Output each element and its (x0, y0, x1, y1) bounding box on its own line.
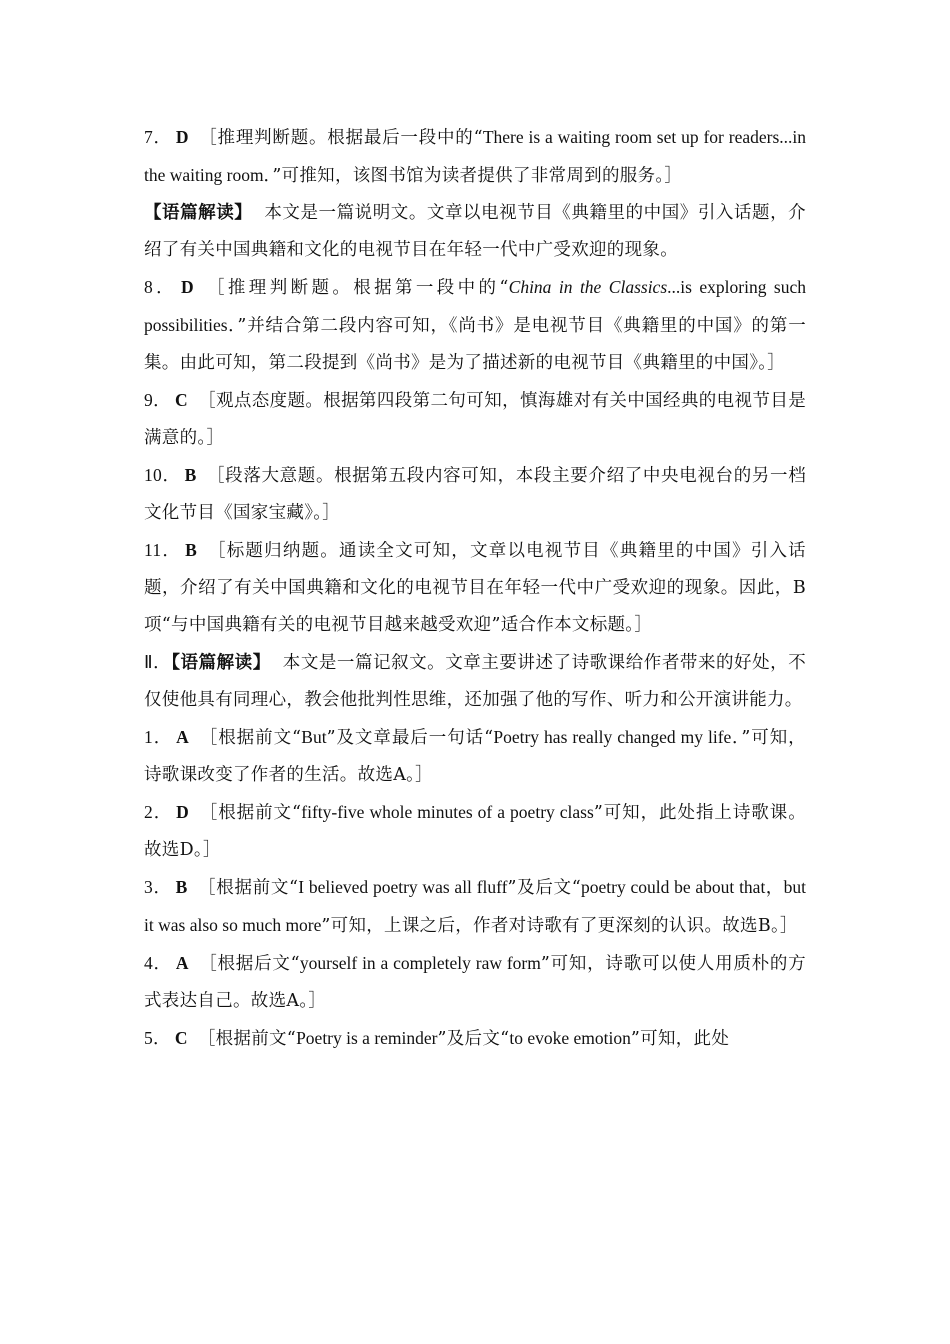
interpretation-text: 本文是一篇说明文。文章以电视节目《典籍里的中国》引入话题，介绍了有关中国典籍和文化的电视节目在年轻一代中广受欢迎的现象。 (144, 203, 806, 260)
answer-letter: C (174, 1028, 188, 1048)
item-number: 10． (144, 465, 181, 485)
answer-item-11 (144, 532, 806, 644)
interpretation-text: 本文是一篇记叙文。文章主要讲述了诗歌课给作者带来的好处，不仅使他具有同理心，教会他批判性思维，还加强了他的写作、听力和公开演讲能力。 (144, 653, 806, 710)
explanation-text: ［根据前文“ (197, 878, 299, 898)
english-quote: to evoke emotion (509, 1028, 631, 1048)
explanation-text: ”可知，此处指上诗歌课。故选D。］ (144, 803, 806, 860)
item-number: 4． (144, 953, 172, 973)
explanation-text: ”可知，诗歌可以使人用质朴的方式表达自己。故选A。］ (144, 954, 806, 1011)
english-quote: Poetry is a reminder (296, 1028, 438, 1048)
explanation-text: ［根据前文“ (199, 803, 302, 823)
section-heading: 【语篇解读】 (144, 203, 253, 223)
explanation-text: ［标题归纳题。通读全文可知，文章以电视节目《典籍里的中国》引入话题，介绍了有关中国典籍和文化的电视节目在年轻一代中广受欢迎的现象。因此，B项“与中国典籍有关的电视节目越来越受欢迎”适合作本文标题。］ (144, 541, 806, 635)
passage-interpretation-1 (144, 195, 806, 269)
explanation-text: ”及后文“ (507, 878, 581, 898)
explanation-text: ”可推知，该图书馆为读者提供了非常周到的服务。］ (272, 166, 683, 186)
section-heading: 【语篇解读】 (171, 653, 271, 673)
english-quote: I believed poetry was all fluff (298, 877, 508, 897)
explanation-text: ［观点态度题。根据第四段第二句可知，慎海雄对有关中国经典的电视节目是满意的。］ (144, 391, 806, 448)
answer-item-7 (144, 119, 806, 195)
explanation-text: ”及文章最后一句话“ (326, 728, 494, 748)
section-number: Ⅱ． (144, 652, 172, 672)
answer-item-8 (144, 269, 806, 382)
answer-letter: A (176, 727, 190, 747)
item-number: 5． (144, 1028, 171, 1048)
answer-item-1 (144, 719, 806, 794)
answer-item-5 (144, 1020, 806, 1058)
explanation-text: ”并结合第二段内容可知，《尚书》是电视节目《典籍里的中国》的第一集。由此可知，第二段提到《尚书》是为了描述新的电视节目《典籍里的中国》。］ (144, 316, 806, 373)
passage-interpretation-2 (144, 644, 806, 719)
english-quote: poetry could be about that，but it was also so much more (144, 877, 806, 935)
item-number: 8． (144, 277, 178, 297)
explanation-text: ”可知，上课之后，作者对诗歌有了更深刻的认识。故选B。］ (321, 916, 798, 936)
item-number: 2． (144, 802, 173, 822)
english-quote: But (301, 727, 327, 747)
item-number: 9． (144, 390, 172, 410)
explanation-text: ［段落大意题。根据第五段内容可知，本段主要介绍了中央电视台的另一档文化节目《国家宝藏》。］ (144, 466, 806, 523)
english-quote: yourself in a completely raw form (299, 953, 541, 973)
explanation-text: ［推理判断题。根据最后一段中的“ (198, 128, 483, 148)
answer-letter: D (181, 277, 194, 297)
english-quote: ...is exploring such possibilities． (144, 277, 806, 335)
answer-item-4 (144, 945, 806, 1020)
explanation-text: ［根据前文“ (197, 1029, 297, 1049)
answer-letter: B (185, 540, 198, 560)
answer-item-2 (144, 794, 806, 869)
explanation-text: ［根据前文“ (199, 728, 302, 748)
explanation-text: ［推理判断题。根据第一段中的“ (203, 278, 509, 298)
answer-letter: B (184, 465, 197, 485)
answer-item-3 (144, 869, 806, 945)
answer-letter: C (175, 390, 188, 410)
item-number: 3． (144, 877, 172, 897)
answer-letter: D (176, 802, 190, 822)
answer-key-content (144, 119, 806, 1058)
answer-letter: A (175, 953, 189, 973)
explanation-text: ［根据后文“ (198, 954, 300, 974)
item-number: 1． (144, 727, 173, 747)
italic-title: China in the Classics (508, 277, 668, 297)
explanation-text: ”可知，诗歌课改变了作者的生活。故选A。］ (144, 728, 806, 785)
english-quote: There is a waiting room set up for readers...in the waiting room． (144, 127, 806, 185)
answer-item-10 (144, 457, 806, 532)
english-quote: Poetry has really changed my life． (493, 727, 742, 747)
answer-item-9 (144, 382, 806, 457)
explanation-text: ”及后文“ (437, 1029, 510, 1049)
item-number: 11． (144, 540, 182, 560)
item-number: 7． (144, 127, 172, 147)
english-quote: fifty-five whole minutes of a poetry class (301, 802, 594, 822)
answer-letter: D (175, 127, 189, 147)
explanation-text: ”可知，此处 (630, 1029, 730, 1049)
answer-letter: B (175, 877, 188, 897)
